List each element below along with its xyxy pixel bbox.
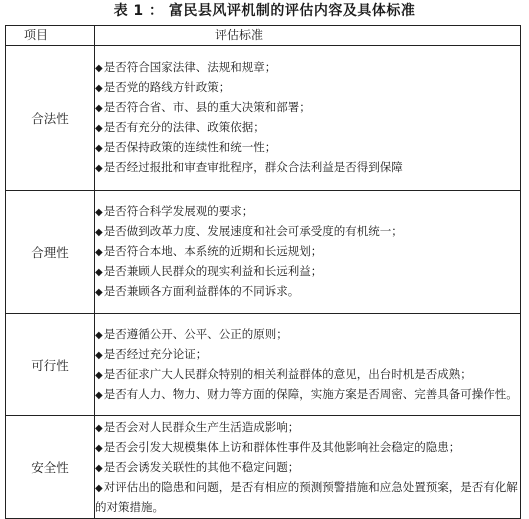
diamond-bullet-icon: ◆ (95, 163, 103, 174)
criteria-item: ◆是否会引发大规模集体上访和群体性事件及其他影响社会稳定的隐患； (95, 439, 461, 454)
diamond-bullet-icon: ◆ (95, 389, 103, 401)
diamond-bullet-icon: ◆ (95, 422, 103, 434)
criteria-item: ◆是否会诱发关联性的其他不稳定问题； (95, 459, 300, 474)
criteria-item: ◆是否做到改革力度、发展速度和社会可承受度的有机统一； (95, 224, 403, 238)
criteria-item: ◆是否兼顾各方面利益群体的不同诉求。 (95, 284, 300, 298)
diamond-bullet-icon: ◆ (95, 143, 103, 154)
diamond-bullet-icon: ◆ (95, 267, 103, 278)
criteria-item: ◆对评估出的隐患和问题，是否有相应的预测预警措施和应急处置预案，是否有化解的对策措施。 (95, 479, 518, 514)
criteria-item: ◆是否有人力、物力、财力等方面的保障，实施方案是否周密、完善具备可操作性。 (95, 386, 518, 401)
table-title: 表 1 ： 富民县风评机制的评估内容及具体标准 (113, 3, 416, 19)
criteria-item: ◆是否符合科学发展观的要求； (95, 204, 254, 218)
criteria-item: ◆是否会对人民群众生产生活造成影响； (95, 419, 300, 434)
header-criteria: 评估标准 (95, 26, 521, 46)
criteria-item: ◆是否征求广大人民群众特别的相关利益群体的意见，出台时机是否成熟； (95, 366, 472, 381)
table-row-rationality (6, 191, 521, 314)
diamond-bullet-icon: ◆ (95, 103, 103, 114)
criteria-table (5, 25, 521, 519)
criteria-cell (95, 46, 521, 191)
diamond-bullet-icon: ◆ (95, 482, 103, 494)
diamond-bullet-icon: ◆ (95, 247, 103, 258)
category-cell: 合法性 (6, 46, 95, 191)
header-item: 项目 (6, 26, 95, 46)
criteria-item: ◆是否符合本地、本系统的近期和长远规划； (95, 244, 323, 258)
criteria-item: ◆是否符合省、市、县的重大决策和部署； (95, 100, 311, 114)
criteria-item: ◆是否符合国家法律、法规和规章； (95, 60, 277, 74)
criteria-item: ◆是否经过充分论证； (95, 346, 208, 361)
diamond-bullet-icon: ◆ (95, 207, 103, 218)
diamond-bullet-icon: ◆ (95, 369, 103, 381)
criteria-item: ◆是否兼顾人民群众的现实利益和长远利益； (95, 264, 323, 278)
table-header-row (6, 26, 521, 46)
criteria-item: ◆是否有充分的法律、政策依据； (95, 120, 265, 134)
diamond-bullet-icon: ◆ (95, 329, 103, 341)
diamond-bullet-icon: ◆ (95, 287, 103, 298)
diamond-bullet-icon: ◆ (95, 63, 103, 74)
diamond-bullet-icon: ◆ (95, 462, 103, 474)
criteria-item: ◆是否党的路线方针政策； (95, 80, 231, 94)
criteria-cell (95, 191, 521, 314)
table-row-safety (6, 416, 521, 519)
criteria-item: ◆是否遵循公开、公平、公正的原则； (95, 326, 288, 341)
category-cell: 安全性 (6, 416, 95, 519)
table-row-feasibility (6, 314, 521, 416)
category-cell: 合理性 (6, 191, 95, 314)
criteria-item: ◆是否经过报批和审查审批程序，群众合法利益是否得到保障 (95, 160, 403, 174)
category-cell: 可行性 (6, 314, 95, 416)
table-row-legality (6, 46, 521, 191)
diamond-bullet-icon: ◆ (95, 349, 103, 361)
criteria-cell (95, 314, 521, 416)
criteria-item: ◆是否保持政策的连续性和统一性； (95, 140, 277, 154)
diamond-bullet-icon: ◆ (95, 442, 103, 454)
diamond-bullet-icon: ◆ (95, 227, 103, 238)
diamond-bullet-icon: ◆ (95, 83, 103, 94)
criteria-cell (95, 416, 521, 519)
diamond-bullet-icon: ◆ (95, 123, 103, 134)
